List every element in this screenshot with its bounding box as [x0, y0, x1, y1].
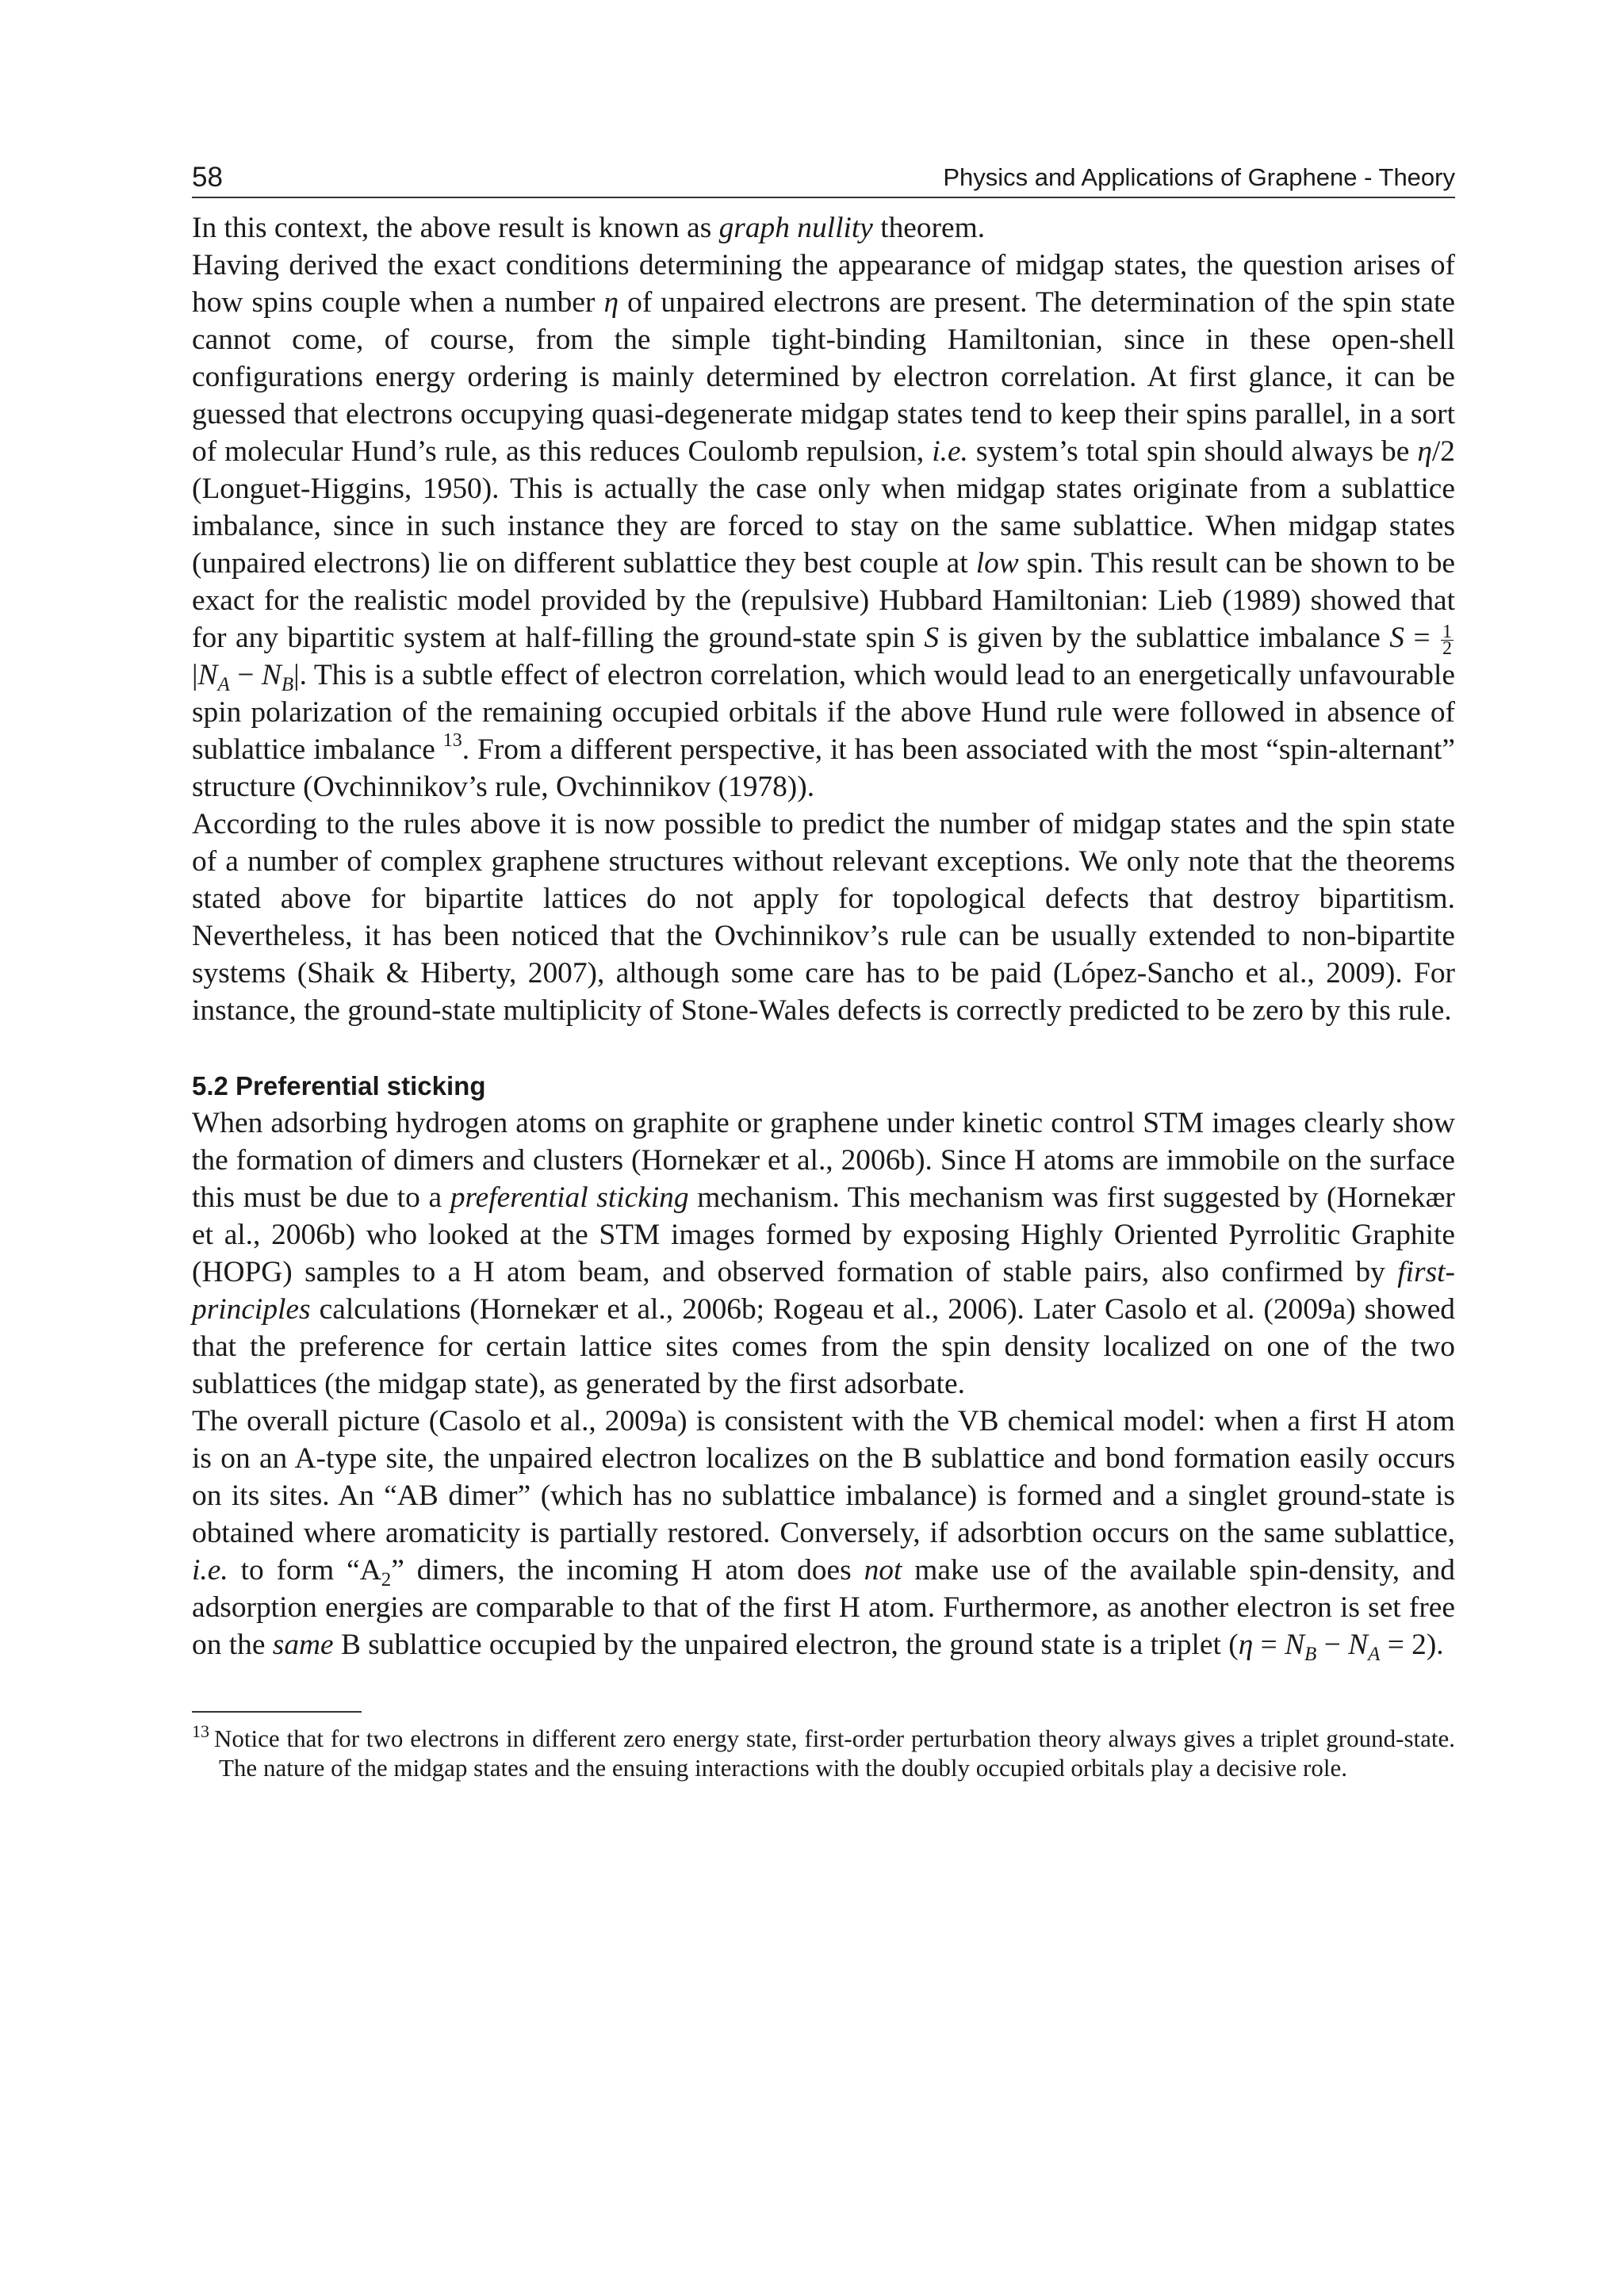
text-run: . From a different perspective, it has been associated with the most “spin-alternant” structure (Ovchinnikov’s rule, Ovchinnikov (1978)).	[192, 733, 1455, 803]
emphasis: not	[864, 1554, 902, 1587]
math-symbol: N	[261, 659, 282, 691]
emphasis: preferential sticking	[450, 1181, 689, 1214]
footnote-number: 13	[192, 1721, 209, 1741]
fraction-numerator: 1	[1442, 621, 1452, 642]
text-run: ” dimers, the incoming H atom does	[391, 1554, 864, 1587]
math-symbol: N	[1285, 1629, 1305, 1661]
text-run: In this context, the above result is known as	[192, 212, 719, 244]
section-heading: 5.2 Preferential sticking	[192, 1071, 486, 1101]
paragraph-vb-model	[192, 1403, 1455, 1663]
emphasis: graph nullity	[718, 212, 873, 244]
page-number: 58	[192, 162, 223, 193]
math-symbol: N	[197, 659, 218, 691]
text-run: theorem.	[872, 212, 986, 244]
paragraph-preferential-sticking	[192, 1104, 1455, 1403]
math-operator: −	[1316, 1629, 1349, 1661]
body-text	[192, 209, 1455, 1663]
text-run: to form “A	[228, 1554, 381, 1587]
text-run: make use of the available spin-density, and adsorption energies are comparable to that of the first H atom. Furthermore, as another electron is set free on the	[192, 1554, 1455, 1661]
emphasis: i.e.	[932, 435, 968, 468]
math-operator: |	[293, 659, 300, 691]
math-subscript: A	[217, 674, 230, 695]
text-run: system’s total spin should always be	[967, 435, 1418, 468]
book-title: Physics and Applications of Graphene - Theory	[943, 163, 1455, 191]
text-run: . This is a subtle effect of electron correlation, which would lead to an energetically unfavourable spin polarization of the remaining occupied orbitals if the above Hund rule were followed in absence of sublattice imbalance	[192, 659, 1455, 766]
paragraph-spin-coupling	[192, 247, 1455, 806]
paragraph-rules-prediction: According to the rules above it is now possible to predict the number of midgap states and the spin state of a number of complex graphene structures without relevant exceptions. We only note that the theorems stated above for bipartite lattices do not apply for topological defects that destroy bipartitism. Nevertheless, it has been noticed that the Ovchinnikov’s rule can be usually extended to non-bipartite systems (Shaik & Hiberty, 2007), although some care has to be paid (López-Sancho et al., 2009). For instance, the ground-state multiplicity of Stone-Wales defects is correctly predicted to be zero by this rule.	[192, 808, 1455, 1027]
text-run: of unpaired electrons are present. The determination of the spin state cannot come, of course, from the simple tight-binding Hamiltonian, since in these open-shell configurations energy ordering is mainly determined by electron correlation. At first glance, it can be guessed that electrons occupying quasi-degenerate midgap states tend to keep their spins parallel, in a sort of molecular Hund’s rule, as this reduces Coulomb repulsion,	[192, 286, 1456, 468]
text-run: When adsorbing hydrogen atoms on graphite or graphene under kinetic control STM images clearly show the formation of dimers and clusters (Hornekær et al., 2006b). Since H atoms are immobile on the surface this must be due to a	[192, 1107, 1455, 1214]
emphasis: first-principles	[192, 1256, 1455, 1326]
text-run: calculations (Hornekær et al., 2006b; Rogeau et al., 2006). Later Casolo et al. (2009a) showed that the preference for certain lattice sites comes from the spin density localized on one of the two sublattices (the midgap state), as generated by the first adsorbate.	[192, 1293, 1455, 1400]
subscript: 2	[381, 1569, 392, 1591]
math-subscript: A	[1368, 1644, 1381, 1665]
emphasis: same	[272, 1629, 334, 1661]
math-symbol: η	[1417, 435, 1432, 468]
math-operator: −	[229, 659, 262, 691]
emphasis: i.e.	[192, 1554, 228, 1587]
math-operator: =	[1404, 622, 1439, 654]
math-symbol: η	[1238, 1629, 1254, 1661]
math-operator: =	[1253, 1629, 1285, 1661]
text-run: B sublattice occupied by the unpaired electron, the ground state is a triplet (	[333, 1629, 1239, 1661]
footnote	[192, 1721, 1455, 1782]
footnote-text: Notice that for two electrons in different zero energy state, first-order perturbation theory always gives a triplet ground-state. The nature of the midgap states and the ensuing interactions with the doubly occupied orbitals play a decisive role.	[214, 1725, 1455, 1782]
text-run: is given by the sublattice imbalance	[939, 622, 1390, 654]
text-run: spin. This result can be shown to be exact for the realistic model provided by the (repulsive) Hubbard Hamiltonian: Lieb (1989) showed that for any bipartitic system at half-filling the ground-state spin	[192, 547, 1455, 654]
footnote-reference[interactable]: 13	[442, 730, 462, 751]
emphasis: low	[975, 547, 1019, 580]
fraction	[1441, 621, 1454, 659]
text-run: = 2).	[1380, 1629, 1444, 1661]
text-run: The overall picture (Casolo et al., 2009a) is consistent with the VB chemical model: when a first H atom is on an A-type site, the unpaired electron localizes on the B sublattice and bond formation easily occurs on its sites. An “AB dimer” (which has no sublattice imbalance) is formed and a singlet ground-state is obtained where aromaticity is partially restored. Conversely, if adsorbtion occurs on the same sublattice,	[192, 1405, 1455, 1549]
page	[192, 162, 1455, 1782]
text-run: mechanism. This mechanism was first suggested by (Hornekær et al., 2006b) who looked at the STM images formed by exposing Highly Oriented Pyrrolitic Graphite (HOPG) samples to a H atom beam, and observed formation of stable pairs, also confirmed by	[192, 1181, 1455, 1288]
math-operator: |	[192, 659, 198, 691]
footnote-divider	[192, 1711, 362, 1713]
running-header	[192, 162, 1455, 198]
text-run: /2 (Longuet-Higgins, 1950). This is actually the case only when midgap states originate from a sublattice imbalance, since in such instance they are forced to stay on the same sublattice. When midgap states (unpaired electrons) lie on different sublattice they best couple at	[192, 435, 1455, 580]
math-subscript: B	[1304, 1644, 1317, 1665]
math-subscript: B	[281, 674, 294, 695]
math-symbol: S	[924, 622, 940, 654]
paragraph-graph-nullity	[192, 209, 1455, 247]
fraction-denominator: 2	[1442, 637, 1452, 659]
math-symbol: N	[1348, 1629, 1369, 1661]
text-run: Having derived the exact conditions determining the appearance of midgap states, the question arises of how spins couple when a number	[192, 249, 1455, 319]
math-symbol: S	[1389, 622, 1404, 654]
math-symbol: η	[603, 286, 619, 319]
